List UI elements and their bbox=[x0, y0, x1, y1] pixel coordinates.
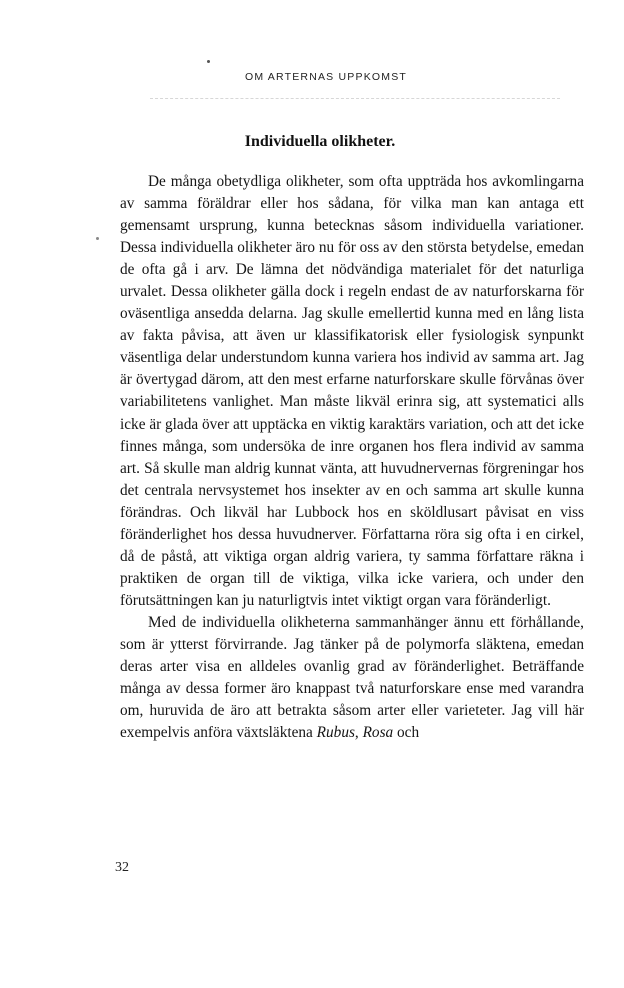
conjunction: och bbox=[397, 724, 420, 742]
page-number: 32 bbox=[115, 860, 129, 875]
paragraph-text: Med de individuella olikheterna sammanhänger ännu ett förhållande, som är ytterst förvirrande. Jag tänker på de polymorfa släktena, emedan deras arter visa en alldeles ovanlig grad av föränderlighet. Beträffande många av dessa former äro knappast två naturforskare ense med varandra om, huruvida de äro att betrakta såsom arter eller varieteter. Jag vill här exempelvis anföra växtsläktena bbox=[120, 613, 584, 742]
scan-speck bbox=[96, 237, 99, 240]
header-rule bbox=[150, 98, 560, 99]
running-title: OM ARTERNAS UPPKOMST bbox=[244, 71, 408, 83]
paragraph bbox=[120, 612, 584, 744]
punctuation: , bbox=[354, 724, 359, 742]
section-heading: Individuella olikheter. bbox=[244, 133, 396, 150]
genus-name: Rubus bbox=[316, 724, 355, 742]
paragraph: De många obetydliga olikheter, som ofta uppträda hos avkomlingarna av samma föräldrar eller hos sådana, för vilka man kan antaga ett gemensamt ursprung, kunna betecknas såsom individuella variationer. Dessa individuella olikheter äro nu för oss av den största betydelse, emedan de ofta gå i arv. De lämna det nödvändiga materialet för det naturliga urvalet. Dessa olikheter gälla dock i regeln endast de av naturforskarna för oväsentliga ansedda delarna. Jag skulle emellertid kunna med en lång lista av fakta påvisa, att även ur klassifikatorisk eller fysiologisk synpunkt väsentliga delar understundom kunna variera hos individ av samma art. Jag är övertygad därom, att den mest erfarne naturforskare skulle förvånas över variabilitetens vanlighet. Man måste likväl erinra sig, att systematici alls icke är glada över att upptäcka en viktig karaktärs variation, och att det icke finnes många, som undersöka de inre organen hos flera individ av samma art. Så skulle man aldrig kunnat vänta, att huvudnervernas förgreningar hos det centrala nervsystemet hos insekter av en och samma art skulle kunna förändras. Och likväl har Lubbock hos en sköldlusart påvisat en viss föränderlighet hos dessa huvudnerver. Författarna röra sig ofta i en cirkel, då de påstå, att viktiga organ aldrig variera, ty samma författare räkna i praktiken de organ till de viktiga, vilka icke variera, och under den förutsättningen kan ju naturligtvis intet viktigt organ vara föränderligt. bbox=[120, 173, 584, 609]
body-text bbox=[120, 171, 584, 744]
scan-speck bbox=[207, 60, 210, 63]
genus-name: Rosa bbox=[362, 724, 394, 742]
